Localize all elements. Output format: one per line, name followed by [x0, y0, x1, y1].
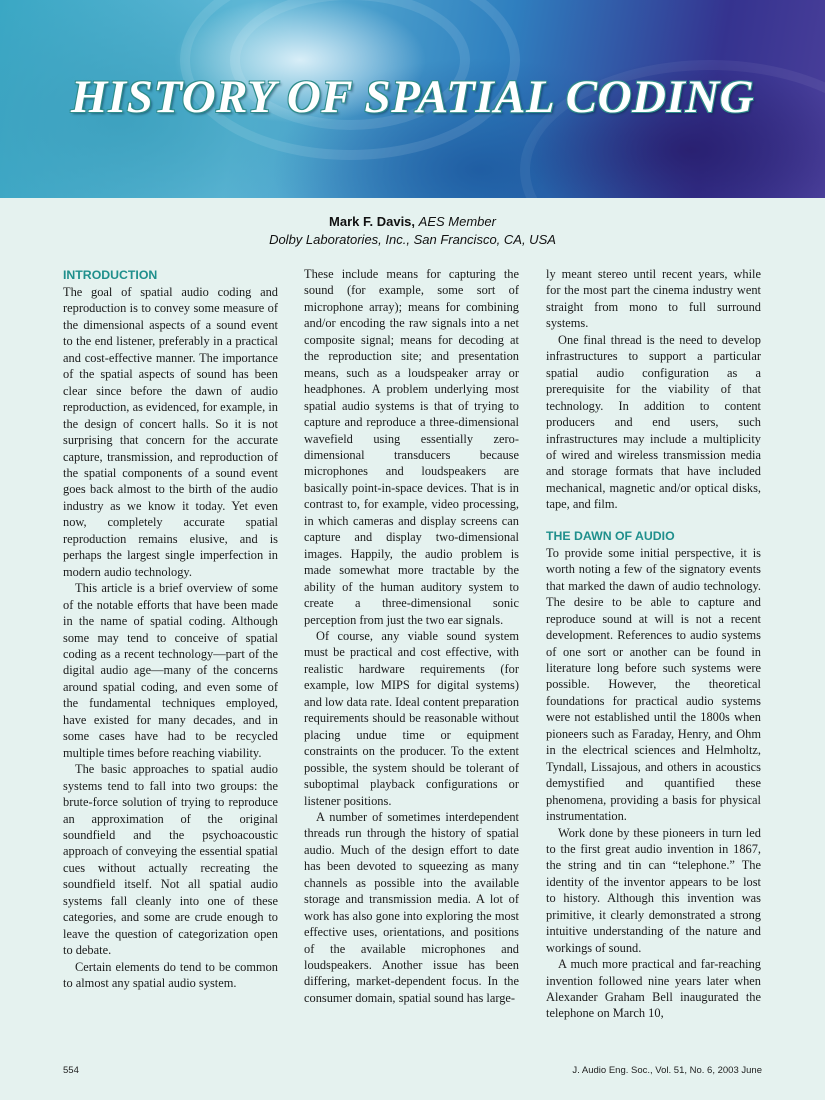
column-2	[304, 266, 519, 1006]
column-1	[63, 266, 278, 991]
header-banner-image	[0, 0, 825, 198]
paragraph: A number of sometimes interdependent threads run through the history of spatial audio. Much of the design effort to date has been devoted to squeezing as many channels as possible into the available storage and transmission media. A lot of work has also gone into exploring the most effective uses, orientations, and positions of the available microphones and loudspeakers. Another issue has been differing, market-dependent focus. In the consumer domain, spatial sound has large-	[304, 809, 519, 1005]
byline	[0, 213, 825, 249]
paragraph: One final thread is the need to develop infrastructures to support a particular spatial audio configuration as a prerequisite for the viability of that technology. In addition to content producers and end users, such infrastructures may include a multiplicity of wired and wireless transmission media and storage formats that have included mechanical, magnetic and/or optical disks, tape, and film.	[546, 332, 761, 512]
paragraph: These include means for capturing the sound (for example, some sort of microphone array); means for combining and/or encoding the raw signals into a net composite signal; means for decoding at the reproduction site; and presentation means, such as a loudspeaker array or headphones. A problem underlying most spatial audio systems is that of trying to capture and reproduce a three-dimensional wavefield using essentially zero-dimensional transducers because microphones and loudspeakers are basically point-in-space devices. That is in contrast to, for example, video processing, in which cameras and display screens can capture and display two-dimensional images. Happily, the audio problem is made somewhat more tractable by the ability of the human auditory system to create a three-dimensional sonic perception from just the two ear signals.	[304, 267, 519, 627]
article-title: HISTORY OF SPATIAL CODING	[70, 71, 755, 123]
section-heading-dawn-of-audio: THE DAWN OF AUDIO	[546, 528, 675, 543]
paragraph: The goal of spatial audio coding and reproduction is to convey some measure of the dimensional aspects of a sound event to the end listener, preferably in a practical and cost-effective manner. The importance of the spatial aspects of sound has been clear since before the dawn of audio reproduction, as evidenced, for example, in the design of concert halls. So it is not surprising that concern for the accurate capture, transmission, and reproduction of the spatial components of a sound event goes back almost to the birth of the audio industry as we know it today. Yet even now, completely accurate spatial reproduction remains elusive, and is perhaps the largest single imperfection in modern audio technology.	[63, 285, 278, 579]
author-affiliation: Dolby Laboratories, Inc., San Francisco, CA, USA	[269, 232, 556, 247]
paragraph: Work done by these pioneers in turn led to the first great audio invention in 1867, the string and tin can “telephone.” The identity of the inventor appears to be lost to history. Although this invention was primitive, it clearly demonstrated a strong intuitive understanding of the nature and workings of sound.	[546, 825, 761, 955]
section-heading-introduction: INTRODUCTION	[63, 268, 158, 282]
paragraph: Certain elements do tend to be common to almost any spatial audio system.	[63, 959, 278, 991]
paragraph: A much more practical and far-reaching invention followed nine years later when Alexander Graham Bell inaugurated the telephone on March 10,	[546, 957, 761, 1021]
paragraph: ly meant stereo until recent years, while for the most part the cinema industry went straight from mono to full surround systems.	[546, 267, 761, 331]
author-name: Mark F. Davis,	[329, 214, 416, 229]
page-number: 554	[63, 1065, 79, 1076]
paragraph: To provide some initial perspective, it is worth noting a few of the signatory events that marked the dawn of audio technology. The desire to be able to capture and reproduce sound at will is not a recent development. References to audio systems of one sort or another can be found in literature long before such systems were possible. However, the theoretical foundations for practical audio systems were not established until the 1800s when pioneers such as Faraday, Henry, and Ohm in the electrical sciences and Helmholtz, Tyndall, Lissajous, and others in acoustics demystified and quantified these phenomena, providing a basis for physical instrumentation.	[546, 545, 761, 824]
paragraph: This article is a brief overview of some of the notable efforts that have been made in the name of spatial coding. Although some may tend to conceive of spatial coding as a recent technology—part of the digital audio age—many of the concerns around spatial coding, and even some of the fundamental techniques employed, have existed for many decades, and in some cases have had to be recycled multiple times before reaching viability.	[63, 581, 278, 760]
author-membership: AES Member	[418, 214, 496, 229]
column-3	[546, 266, 761, 1022]
journal-citation: J. Audio Eng. Soc., Vol. 51, No. 6, 2003 June	[572, 1065, 762, 1076]
paragraph: Of course, any viable sound system must be practical and cost effective, with realistic hardware requirements (for example, low MIPS for digital systems) and low data rate. Ideal content preparation requirements should be reasonable without placing undue time or equipment constraints on the producer. To the extent possible, the system should be tolerant of suboptimal playback configurations or listener positions.	[304, 628, 520, 808]
paragraph: The basic approaches to spatial audio systems tend to fall into two groups: the brute-force solution of trying to reproduce an approximation of the original soundfield and the psychoacoustic approach of conveying the essential spatial cues without actually recreating the soundfield itself. Not all spatial audio systems fall cleanly into one of these categories, and some are crude enough to leave the question of categorization open to debate.	[63, 762, 278, 958]
